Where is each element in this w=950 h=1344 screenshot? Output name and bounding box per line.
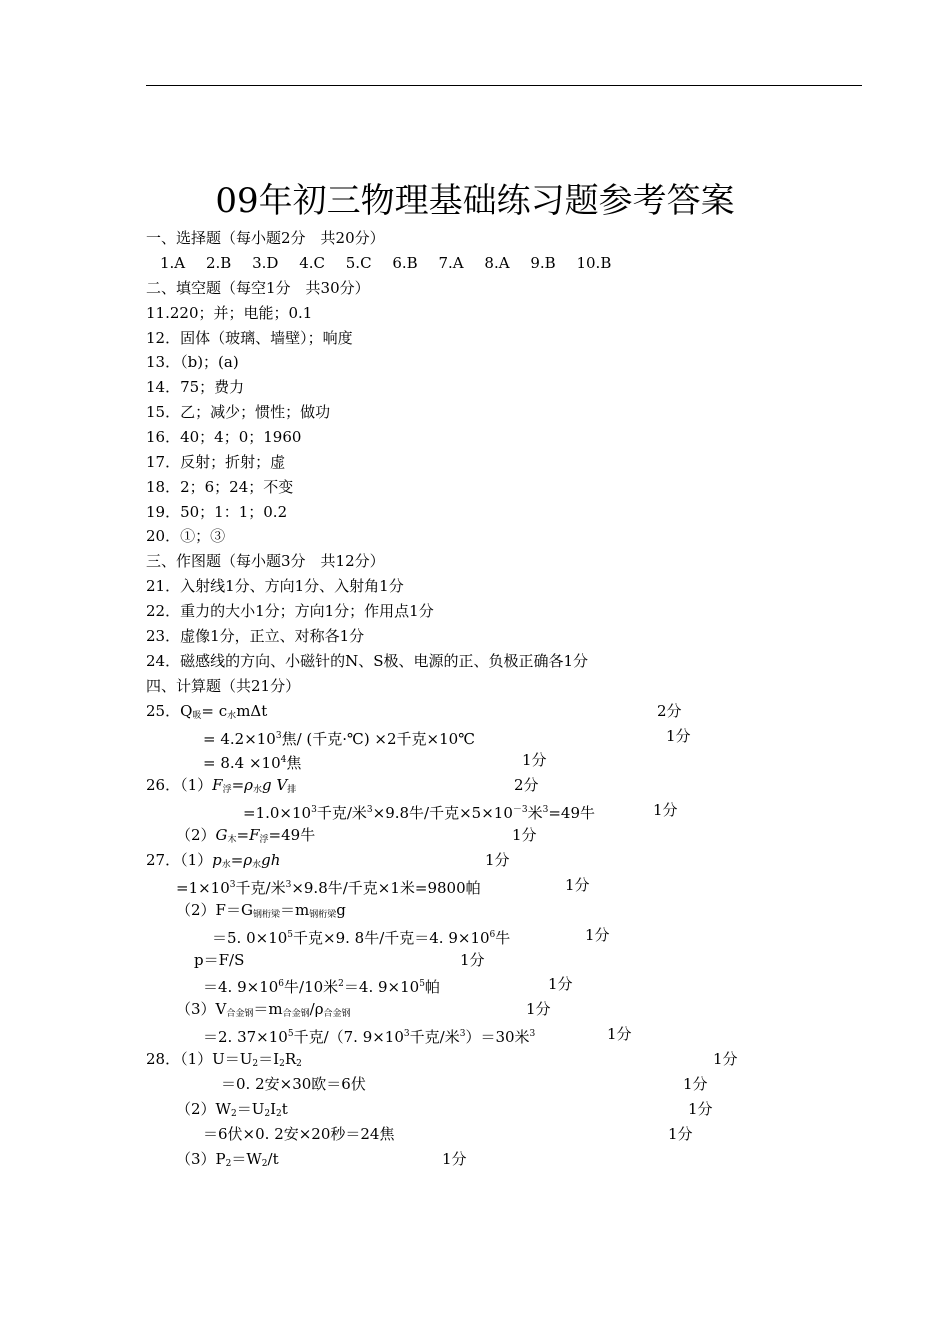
- answer-line: 17．反射；折射；虚: [146, 453, 286, 471]
- q25-line1: 25．$Q_吸= c_水m\Delta t$: [146, 702, 268, 721]
- score: 2分: [514, 776, 539, 794]
- score: 1分: [565, 876, 590, 894]
- score: 1分: [713, 1050, 738, 1068]
- header-rule: [146, 85, 862, 86]
- score: 1分: [653, 801, 678, 819]
- answer-line: 18．2；6；24；不变: [146, 478, 294, 496]
- q28-line2: ＝0. 2安×30欧＝6伏: [221, 1075, 366, 1093]
- q27-line5: p＝F/S: [194, 951, 245, 969]
- score: 1分: [548, 975, 573, 993]
- score: 1分: [668, 1125, 693, 1143]
- score: 1分: [526, 1000, 551, 1018]
- answer-item: 3.D: [252, 254, 279, 272]
- q26-line3: $(2)G_木=F_浮=49$牛: [176, 826, 316, 845]
- q27-line8: ＝2. $37\times 10^5$千克/（7. $9\times 10^3$千克/米$^3$）＝30米$^3$: [203, 1028, 536, 1046]
- score: 1分: [666, 727, 691, 745]
- choice-answers: [160, 252, 611, 274]
- answer-item: 7.A: [438, 254, 464, 272]
- answer-line: 12．固体（玻璃、墙壁）；响度: [146, 329, 353, 347]
- answer-line: 15．乙；减少；惯性；做功: [146, 403, 331, 421]
- answer-item: 2.B: [205, 254, 232, 272]
- q27-line2: $=1\times 10^3$千克/米$^3$×9.8牛/千克×1米=9800帕: [176, 879, 481, 897]
- answer-line: 14．75；费力: [146, 378, 245, 396]
- page-title: 09年初三物理基础练习题参考答案: [215, 181, 735, 221]
- score: 1分: [607, 1025, 632, 1043]
- q25-line2: = $4.2\times 10^3$焦/ (千克·℃) ×2千克×10℃: [203, 730, 475, 748]
- section-header-choice: 一、选择题（每小题2分 共20分）: [146, 229, 385, 247]
- score: 1分: [522, 751, 547, 769]
- q28-line1: 28．$(1)U=U_2=I_2R_2$: [146, 1050, 302, 1069]
- score: 1分: [460, 951, 485, 969]
- q28-line4: ＝6伏×0. 2安×20秒＝24焦: [203, 1125, 395, 1143]
- q27-line3: $(2)F=G_{钢桁梁}=m_{钢桁梁}g$: [176, 901, 346, 920]
- answer-line: 23．虚像1分，正立、对称各1分: [146, 627, 365, 645]
- score: 1分: [442, 1150, 467, 1168]
- answer-line: 19．50；1：1；0.2: [146, 503, 288, 521]
- answer-item: 4.C: [299, 254, 325, 272]
- q27-line4: ＝5. $0\times 10^5$千克×9. 8牛/千克＝4. $9\times 10^6$牛: [212, 929, 511, 947]
- answer-line: 13．（b)；(a): [146, 353, 239, 371]
- section-header-fill: 二、填空题（每空1分 共30分）: [146, 279, 370, 297]
- answer-item: 6.B: [392, 254, 418, 272]
- q26-line2: $=1.0\times 10^3$千克/米$^3$×9.8牛/千克$\times 5\times 10^{-3}$米$^3$=49牛: [243, 804, 596, 822]
- score: 1分: [683, 1075, 708, 1093]
- score: 1分: [688, 1100, 713, 1118]
- answer-line: 20．①；③: [146, 527, 226, 545]
- q25-line3: = $8.4 \times 10^4$焦: [203, 754, 302, 772]
- answer-line: 22．重力的大小1分；方向1分；作用点1分: [146, 602, 434, 620]
- score: 1分: [585, 926, 610, 944]
- q28-line3: $(2)W_2=U_2I_2t$: [176, 1100, 288, 1119]
- answer-item: 10.B: [576, 254, 612, 272]
- q26-line1: 26．$(1)F_浮=\rho_水g$ $V_排$: [146, 776, 297, 795]
- answer-line: 21．入射线1分、方向1分、入射角1分: [146, 577, 404, 595]
- answer-item: 5.C: [345, 254, 372, 272]
- q27-line1: 27．$(1)p_水=\rho_水gh$: [146, 851, 281, 870]
- answer-item: 9.B: [530, 254, 556, 272]
- answer-line: 11.220；并；电能；0.1: [146, 304, 313, 322]
- q27-line6: ＝4. $9\times 10^6$牛/10米$^2$＝4. $9\times 10^5$帕: [203, 978, 440, 996]
- score: 2分: [657, 702, 682, 720]
- answer-item: 8.A: [484, 254, 510, 272]
- section-header-calc: 四、计算题（共21分）: [146, 677, 301, 695]
- answer-line: 16．40；4；0；1960: [146, 428, 302, 446]
- score: 1分: [512, 826, 537, 844]
- section-header-drawing: 三、作图题（每小题3分 共12分）: [146, 552, 385, 570]
- score: 1分: [485, 851, 510, 869]
- q28-line5: $(3)P_2=W_2/t$: [176, 1150, 279, 1169]
- answer-item: 1.A: [160, 254, 186, 272]
- answer-line: 24．磁感线的方向、小磁针的N、S极、电源的正、负极正确各1分: [146, 652, 589, 670]
- q27-line7: $(3)V_{合金钢}=m_{合金钢}/\rho_{合金钢}$: [176, 1000, 351, 1019]
